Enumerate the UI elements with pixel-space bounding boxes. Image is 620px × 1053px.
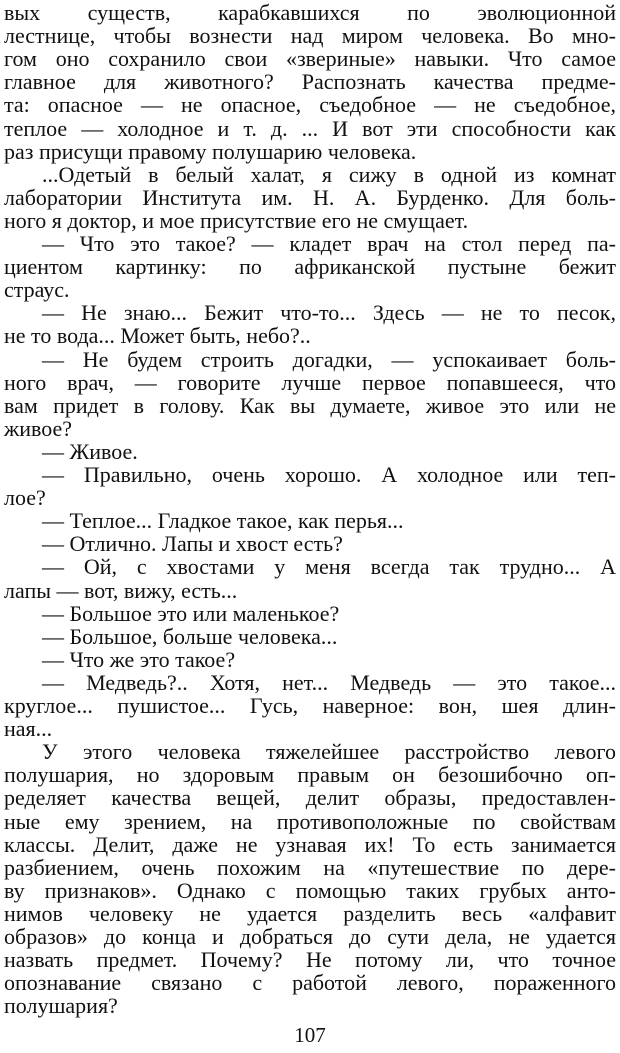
text-line: гом оно сохранило свои «звериные» навыки. Что самое bbox=[4, 46, 616, 72]
text-line: страус. bbox=[4, 277, 70, 303]
text-line: опознавание связано с работой левого, пораженного bbox=[4, 970, 616, 996]
text-line: образов» до конца и добраться до сути дела, не удается bbox=[4, 924, 616, 949]
text-line: живое? bbox=[4, 415, 73, 441]
text-line: вам придет в голову. Как вы думаете, живое это или не bbox=[4, 392, 616, 418]
text-line: — Не знаю... Бежит что-то... Здесь — не то песок, bbox=[42, 300, 616, 326]
text-line: ву признаков». Однако с помощью таких грубых анто- bbox=[4, 877, 616, 903]
text-line: раз присущи правому полушарию человека. bbox=[4, 138, 417, 164]
text-line: ные ему зрением, на противоположные по свойствам bbox=[4, 808, 616, 834]
text-line: классы. Делит, даже не узнавая их! То есть занимается bbox=[4, 831, 616, 857]
text-line: — Отлично. Лапы и хвост есть? bbox=[42, 531, 343, 557]
text-line: ного врач, — говорите лучше первое попавшееся, что bbox=[4, 369, 616, 395]
text-line: теплое — холодное и т. д. ... И вот эти способности как bbox=[4, 115, 616, 141]
text-line: — Большое это или маленькое? bbox=[42, 600, 340, 626]
text-line: полушария? bbox=[4, 993, 118, 1019]
text-line: — Медведь?.. Хотя, нет... Медведь — это такое... bbox=[42, 669, 616, 695]
text-line: — Ой, с хвостами у меня всегда так трудно... А bbox=[42, 554, 616, 580]
text-line: ная... bbox=[4, 716, 53, 742]
text-line: нимов человеку не удается разделить весь «алфавит bbox=[4, 900, 616, 926]
text-line: — Правильно, очень хорошо. А холодное или теп- bbox=[42, 462, 616, 487]
text-line: ...Одетый в белый халат, я сижу в одной из комнат bbox=[42, 161, 616, 187]
text-line: полушария, но здоровым правым он безошибочно оп- bbox=[4, 762, 616, 788]
text-line: — Что же это такое? bbox=[42, 646, 236, 672]
text-line: лапы — вот, вижу, есть... bbox=[4, 577, 238, 603]
text-line: — Не будем строить догадки, — успокаивает боль- bbox=[42, 346, 616, 372]
text-line: та: опасное — не опасное, съедобное — не съедобное, bbox=[4, 92, 616, 118]
text-line: разбиением, очень похожим на «путешествие по дере- bbox=[4, 854, 616, 880]
text-line: У этого человека тяжелейшее расстройство левого bbox=[42, 739, 616, 765]
text-line: лестнице, чтобы вознести над миром человека. Во мно- bbox=[4, 23, 616, 49]
page-number: 107 bbox=[294, 1023, 326, 1047]
text-line: назвать предмет. Почему? Не потому ли, что точное bbox=[4, 947, 616, 973]
text-line: вых существ, карабкавшихся по эволюционной bbox=[4, 0, 616, 25]
text-line: ного я доктор, и мое присутствие его не смущает. bbox=[4, 207, 469, 233]
text-line: — Теплое... Гладкое такое, как перья... bbox=[42, 508, 404, 534]
text-line: — Большое, больше человека... bbox=[42, 623, 338, 649]
text-line: круглое... пушистое... Гусь, наверное: вон, шея длин- bbox=[4, 693, 616, 718]
text-line: циентом картинку: по африканской пустыне бежит bbox=[4, 254, 616, 280]
text-line: лое? bbox=[4, 485, 46, 511]
text-line: главное для животного? Распознать качества предме- bbox=[4, 69, 616, 95]
text-line: — Что это такое? — кладет врач на стол перед па- bbox=[42, 231, 616, 256]
text-line: ределяет качества вещей, делит образы, предоставлен- bbox=[4, 785, 616, 811]
text-line: не то вода... Может быть, небо?.. bbox=[4, 323, 311, 349]
text-line: лаборатории Института им. Н. А. Бурденко. Для боль- bbox=[4, 184, 616, 210]
text-line: — Живое. bbox=[42, 438, 138, 464]
